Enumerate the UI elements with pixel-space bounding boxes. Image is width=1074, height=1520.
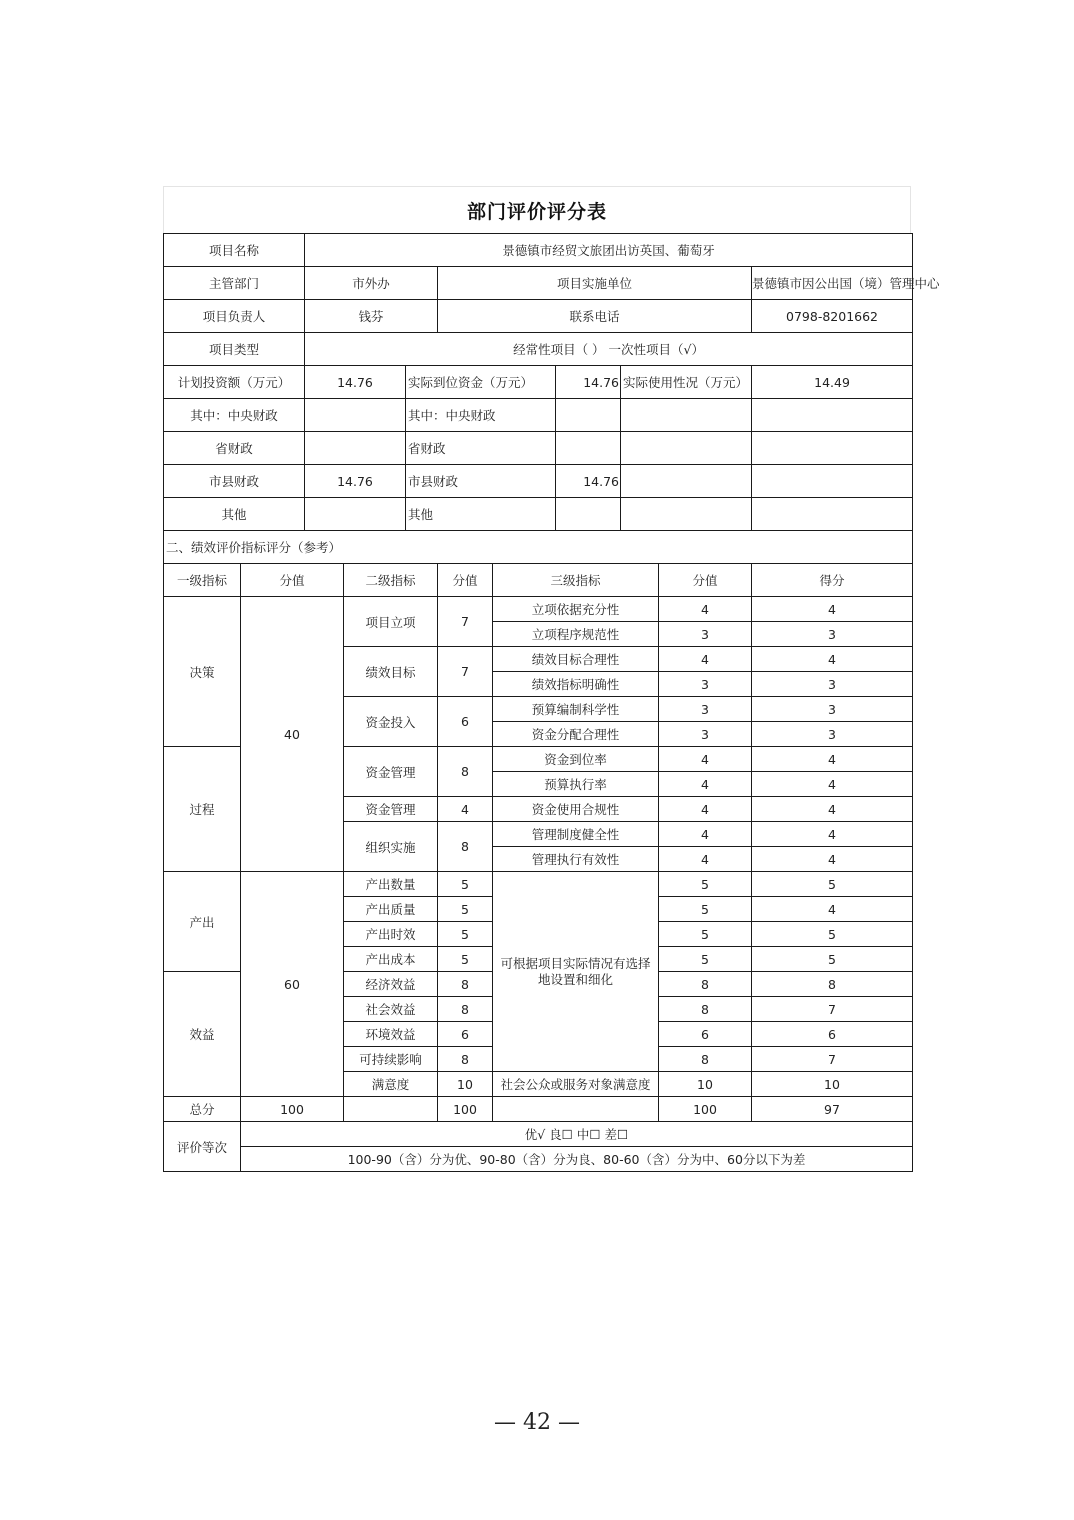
info-row-central xyxy=(164,399,913,432)
other-label-2: 其他 xyxy=(406,498,556,531)
level2-name: 满意度 xyxy=(344,1072,438,1097)
level3-score: 4 xyxy=(659,847,752,872)
level3-name: 资金使用合规性 xyxy=(493,797,659,822)
level3-score: 5 xyxy=(659,947,752,972)
level2-score: 7 xyxy=(438,597,493,647)
info-row-type xyxy=(164,333,913,366)
type-label: 项目类型 xyxy=(164,333,305,366)
level3-result: 3 xyxy=(752,672,913,697)
level3-result: 4 xyxy=(752,797,913,822)
level2-score: 6 xyxy=(438,1022,493,1047)
group-output: 产出 xyxy=(164,872,241,972)
usage-value: 14.49 xyxy=(752,366,913,399)
other-label: 其他 xyxy=(164,498,305,531)
city-label: 市县财政 xyxy=(164,465,305,498)
level3-score: 4 xyxy=(659,772,752,797)
city-empty-2 xyxy=(752,465,913,498)
level2-name: 经济效益 xyxy=(344,972,438,997)
page-number: — 42 — xyxy=(494,1410,580,1435)
other-actual xyxy=(556,498,621,531)
header-score2: 分值 xyxy=(438,564,493,597)
level2-score: 4 xyxy=(438,797,493,822)
group-process: 过程 xyxy=(164,747,241,872)
plan-value: 14.76 xyxy=(305,366,406,399)
grade-rule: 100-90（含）分为优、90-80（含）分为良、80-60（含）分为中、60分以下为差 xyxy=(241,1147,913,1172)
level3-result: 8 xyxy=(752,972,913,997)
city-plan: 14.76 xyxy=(305,465,406,498)
province-label-2: 省财政 xyxy=(406,432,556,465)
actual-label: 实际到位资金（万元） xyxy=(406,366,556,399)
level3-result: 3 xyxy=(752,722,913,747)
level3-name: 管理制度健全性 xyxy=(493,822,659,847)
grade-row xyxy=(164,1122,913,1147)
header-score1: 分值 xyxy=(241,564,344,597)
province-empty-2 xyxy=(752,432,913,465)
central-empty-2 xyxy=(752,399,913,432)
impl-unit-value: 景德镇市因公出国（境）管理中心 xyxy=(752,267,913,300)
info-row-funds xyxy=(164,366,913,399)
phone-label: 联系电话 xyxy=(438,300,752,333)
level2-name: 资金管理 xyxy=(344,797,438,822)
level3-score: 5 xyxy=(659,897,752,922)
grade-label: 评价等次 xyxy=(164,1122,241,1172)
level3-score: 10 xyxy=(659,1072,752,1097)
total-score3: 100 xyxy=(659,1097,752,1122)
level2-name: 产出成本 xyxy=(344,947,438,972)
score-table xyxy=(163,563,913,1172)
level2-score: 8 xyxy=(438,1047,493,1072)
level2-name: 资金管理 xyxy=(344,747,438,797)
level3-score: 8 xyxy=(659,972,752,997)
total-result: 97 xyxy=(752,1097,913,1122)
level2-score: 8 xyxy=(438,747,493,797)
impl-unit-label: 项目实施单位 xyxy=(438,267,752,300)
level2-score: 5 xyxy=(438,872,493,897)
province-plan xyxy=(305,432,406,465)
level3-score: 3 xyxy=(659,622,752,647)
leader-value: 钱芬 xyxy=(305,300,438,333)
header-score3: 分值 xyxy=(659,564,752,597)
table-row xyxy=(164,872,913,897)
info-row-city xyxy=(164,465,913,498)
project-name-value: 景德镇市经贸文旅团出访英国、葡萄牙 xyxy=(305,234,913,267)
level2-name: 产出质量 xyxy=(344,897,438,922)
level2-name: 环境效益 xyxy=(344,1022,438,1047)
level3-score: 5 xyxy=(659,872,752,897)
group-score-40: 40 xyxy=(241,597,344,872)
level2-score: 5 xyxy=(438,897,493,922)
level3-name: 社会公众或服务对象满意度 xyxy=(493,1072,659,1097)
level3-result: 4 xyxy=(752,822,913,847)
level3-score: 8 xyxy=(659,997,752,1022)
level3-name: 绩效目标合理性 xyxy=(493,647,659,672)
project-info-table xyxy=(163,233,940,564)
level3-name: 预算执行率 xyxy=(493,772,659,797)
level3-name: 资金分配合理性 xyxy=(493,722,659,747)
type-value: 经常性项目（ ） 一次性项目（√） xyxy=(305,333,913,366)
city-label-2: 市县财政 xyxy=(406,465,556,498)
level3-score: 6 xyxy=(659,1022,752,1047)
level3-result: 4 xyxy=(752,897,913,922)
info-row-name xyxy=(164,234,913,267)
level2-score: 8 xyxy=(438,997,493,1022)
total-score2: 100 xyxy=(438,1097,493,1122)
level3-name: 立项程序规范性 xyxy=(493,622,659,647)
level3-score: 8 xyxy=(659,1047,752,1072)
level3-score: 3 xyxy=(659,697,752,722)
info-row-province xyxy=(164,432,913,465)
level3-score: 4 xyxy=(659,647,752,672)
central-empty-1 xyxy=(621,399,752,432)
level3-score: 5 xyxy=(659,922,752,947)
level3-merged: 可根据项目实际情况有选择地设置和细化 xyxy=(493,872,659,1072)
form-title: 部门评价评分表 xyxy=(163,186,911,233)
city-empty-1 xyxy=(621,465,752,498)
level3-result: 3 xyxy=(752,622,913,647)
level2-score: 10 xyxy=(438,1072,493,1097)
level2-name: 项目立项 xyxy=(344,597,438,647)
table-row xyxy=(164,597,913,622)
dept-value: 市外办 xyxy=(305,267,438,300)
leader-label: 项目负责人 xyxy=(164,300,305,333)
group-benefit: 效益 xyxy=(164,972,241,1097)
grade-options: 优√ 良☐ 中☐ 差☐ xyxy=(241,1122,913,1147)
level3-name: 资金到位率 xyxy=(493,747,659,772)
other-plan xyxy=(305,498,406,531)
level3-score: 3 xyxy=(659,722,752,747)
level2-name: 产出时效 xyxy=(344,922,438,947)
level2-score: 8 xyxy=(438,972,493,997)
level2-name: 可持续影响 xyxy=(344,1047,438,1072)
other-empty-1 xyxy=(621,498,752,531)
level3-result: 4 xyxy=(752,747,913,772)
level2-name: 资金投入 xyxy=(344,697,438,747)
level2-score: 6 xyxy=(438,697,493,747)
phone-value: 0798-8201662 xyxy=(752,300,913,333)
level2-score: 5 xyxy=(438,922,493,947)
header-result: 得分 xyxy=(752,564,913,597)
level3-name: 绩效指标明确性 xyxy=(493,672,659,697)
header-level3: 三级指标 xyxy=(493,564,659,597)
group-decision: 决策 xyxy=(164,597,241,747)
level3-result: 5 xyxy=(752,922,913,947)
total-row xyxy=(164,1097,913,1122)
level3-score: 4 xyxy=(659,597,752,622)
level3-name: 管理执行有效性 xyxy=(493,847,659,872)
project-name-label: 项目名称 xyxy=(164,234,305,267)
header-level2: 二级指标 xyxy=(344,564,438,597)
province-actual xyxy=(556,432,621,465)
level3-score: 4 xyxy=(659,822,752,847)
level3-result: 10 xyxy=(752,1072,913,1097)
province-label: 省财政 xyxy=(164,432,305,465)
level3-result: 6 xyxy=(752,1022,913,1047)
level3-result: 4 xyxy=(752,847,913,872)
dept-label: 主管部门 xyxy=(164,267,305,300)
actual-value: 14.76 xyxy=(556,366,621,399)
info-row-dept xyxy=(164,267,913,300)
info-row-other xyxy=(164,498,913,531)
usage-label: 实际使用性况（万元） xyxy=(621,366,752,399)
other-empty-2 xyxy=(752,498,913,531)
level3-result: 4 xyxy=(752,597,913,622)
central-actual xyxy=(556,399,621,432)
total-empty-2 xyxy=(493,1097,659,1122)
level2-score: 5 xyxy=(438,947,493,972)
level3-name: 预算编制科学性 xyxy=(493,697,659,722)
central-plan xyxy=(305,399,406,432)
central-label-2: 其中：中央财政 xyxy=(406,399,556,432)
level3-result: 5 xyxy=(752,872,913,897)
section2-title: 二、绩效评价指标评分（参考） xyxy=(164,531,913,564)
level2-score: 8 xyxy=(438,822,493,872)
city-actual: 14.76 xyxy=(556,465,621,498)
level2-score: 7 xyxy=(438,647,493,697)
total-score1: 100 xyxy=(241,1097,344,1122)
level3-score: 3 xyxy=(659,672,752,697)
level3-result: 4 xyxy=(752,647,913,672)
province-empty-1 xyxy=(621,432,752,465)
level3-result: 7 xyxy=(752,1047,913,1072)
info-row-leader xyxy=(164,300,913,333)
total-label: 总分 xyxy=(164,1097,241,1122)
header-level1: 一级指标 xyxy=(164,564,241,597)
central-label: 其中：中央财政 xyxy=(164,399,305,432)
score-header-row xyxy=(164,564,913,597)
level2-name: 组织实施 xyxy=(344,822,438,872)
level3-score: 4 xyxy=(659,797,752,822)
level3-result: 7 xyxy=(752,997,913,1022)
level2-name: 绩效目标 xyxy=(344,647,438,697)
grade-rule-row xyxy=(164,1147,913,1172)
level3-name: 立项依据充分性 xyxy=(493,597,659,622)
plan-label: 计划投资额（万元） xyxy=(164,366,305,399)
level3-score: 4 xyxy=(659,747,752,772)
level3-result: 4 xyxy=(752,772,913,797)
group-score-60: 60 xyxy=(241,872,344,1097)
level2-name: 社会效益 xyxy=(344,997,438,1022)
total-empty-1 xyxy=(344,1097,438,1122)
section2-title-row xyxy=(164,531,913,564)
level3-result: 3 xyxy=(752,697,913,722)
level3-result: 5 xyxy=(752,947,913,972)
level2-name: 产出数量 xyxy=(344,872,438,897)
